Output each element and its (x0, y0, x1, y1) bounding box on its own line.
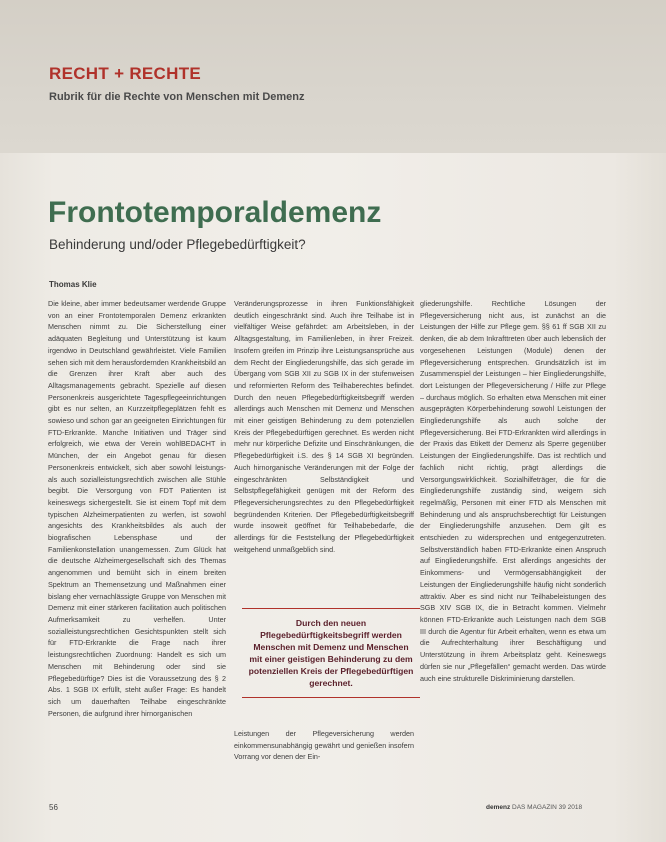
article-subtitle: Behinderung und/oder Pflegebedürftigkeit? (49, 237, 306, 252)
magazine-name: demenz (486, 804, 511, 811)
header-band (0, 0, 666, 153)
pull-quote: Durch den neuen Pflegebedürftigkeitsbegriff werden Menschen mit Demenz und Menschen mit einer geistigen Behinderung zu dem potenziellen Kreis der Pflegebedürftigen gerechnet. (242, 608, 420, 698)
article-title: Frontotemporaldemenz (48, 196, 382, 229)
body-column-2: Veränderungsprozesse in ihren Funktionsfähigkeit deutlich eingeschränkt sind. Auch ihre Teilhabe ist in vielfältiger Weise gefährdet: am Arbeitsleben, in der Alltagsgestaltung, im Familienleben, in ihrer Freizeit. Insofern greifen im Prinzip ihre Leistungsansprüche aus dem Recht der Eingliederungshilfe, das sich gerade im Übergang vom SGB XII zu SGB IX in der stufenweisen und reformierten Reform des Teilhaberechtes befindet. Durch den neuen Pflegebedürftigkeitsbegriff werden allerdings auch Menschen mit Demenz und Menschen mit einer geistigen Behinderung zu dem potenziellen Kreis der Pflegebedürftigen gerechnet. Es werden nicht mehr nur körperliche Defizite und Einschränkungen, die Pflegebedürftigkeit i.S. des § 14 SGB XI begründen. Auch hirnorganische Veränderungen mit der Folge der eingeschränkten Selbständigkeit und Selbstpflegefähigkeit genügen mit der Reform des Pflegeversicherungsrechtes zu den Pflegebedürftigkeit begründenden Kriterien. Der Pflegebedürftigkeitsbegriff wurde insoweit geöffnet für Teilhabebedarfe, die allerdings für die Feststellung der Pflegebedürftigkeit weitgehend unmaßgeblich sind. (234, 299, 414, 554)
body-column-1: Die kleine, aber immer bedeutsamer werdende Gruppe von an einer Frontotemporalen Demenz erkrankten Menschen nimmt zu. Die Sicherstellung einer adäquaten Begleitung und Unterstützung ist kaum irgendwo in Deutschland gewährleistet. Viele Familien sehen sich mit dem herausfordernden Krankheitsbild an die Grenzen ihrer Kraft aber auch des Alltagsmanagements gebracht. Spezielle auf diesen Personenkreis ausgerichtete Tagespflegeeinrichtungen gibt es nur selten, an Kurzzeitpflegeplätzen fehlt es sowieso und schon gar an geeigneten Einrichtungen für FTD-Erkrankte. Manche Initiativen und Träger sind erfolgreich, wie etwa der Verein wohlBEDACHT in München, der ein Angebot genau für diesen Personenkreis entwickelt, sich aber sowohl leistungs- als auch sozialleistungsrechtlich zwischen alle Stühle begibt. Die Versorgung von FDT Patienten ist keineswegs sichergestellt. Sie ist einem Topf mit dem typischen Alzheimerpatienten zu werfen, ist sowohl angesichts des Krankheitsbildes als auch der biografischen Lebensphase und der Familienkonstellation unangemessen. Zum Glück hat die deutsche Alzheimergesellschaft sich des Themas angenommen und bemüht sich in einem breiten Spektrum an Themensetzung und Maßnahmen einer bislang eher vernachlässigte Gruppe von Menschen mit Demenz mit einer stärkeren facilitation auch politischen Aufmerksamkeit zu verhelfen. Unter sozialleistungsrechtlichen Gesichtspunkten stellt sich für FTD-Erkrankte die Frage nach ihrer leistungsrechtlichen Zuordnung: Handelt es sich um Menschen mit Behinderung oder sind sie Pflegebedürftige? Dies ist die Voraussetzung des § 2 Abs. 1 SGB IX erfüllt, steht außer Frage: Es handelt sich um dauerhaften Teilhabe eingeschränkte Personen, die aufgrund ihrer hirnorganischen (48, 299, 226, 718)
body-column-3: gliederungshilfe. Rechtliche Lösungen der Pflegeversicherung nicht aus, ist zunächst an die Leistungen der Hilfe zur Pflege gem. §§ 61 ff SGB XII zu denken, die ab dem Inkrafttreten über auch lebenslich der vorgesehenen Leistungen (Module) denen der Pflegeversicherung entsprechen. Grundsätzlich ist im Zusammenspiel der Leistungen – hier Eingliederungshilfe, dort Leistungen der Pflegeversicherung / Hilfe zur Pflege – durchaus möglich. So erhalten etwa Menschen mit einer ausgeprägten Körperbehinderung sowohl Leistungen der Eingliederungshilfe als auch solche der Pflegeversicherung. Bei FTD-Erkrankten wird allerdings in der Praxis das Etikett der Demenz als Sperre gegenüber Leistungen der Eingliederungshilfe. Das ist rechtlich und fachlich nicht richtig, prägt allerdings die Versorgungswirklichkeit. Sozialhilfeträger, die für die Eingliederungshilfe zuständig sind, weigern sich regelmäßig, Personen mit einer FTD als Menschen mit Behinderung und als anspruchsberechtigt für Leistungen der Eingliederungshilfe anzusehen. Dem gilt es entschieden zu widersprechen und entgegenzutreten. Selbstverständlich haben FTD-Erkrankte einen Anspruch auf Eingliederungshilfe. Erst allerdings angesichts der Einkommens- und Vermögensabhängigkeit der Leistungen der Eingliederungshilfe häufig nicht sonderlich attraktiv. Aber es sind nicht nur Teilhabeleistungen des SGB XIV SGB IX, die in Betracht kommen. Vielmehr können FTD-Erkrankte auch Leistungen nach dem SGB III durch die Agentur für Arbeit erhalten, wenn es etwa um die Aufrechterhaltung ihrer Beschäftigung und Unterstützung in ihrem Arbeitsplatz geht. Keineswegs dürfen sie nur „Pflegefällen“ gemacht werden. Das würde auch eine strukturelle Diskriminierung darstellen. (420, 299, 606, 683)
rubric-subtitle: Rubrik für die Rechte von Menschen mit Demenz (49, 91, 305, 103)
rubric-title: RECHT + RECHTE (49, 64, 202, 83)
body-column-2-continued: Leistungen der Pflegeversicherung werden einkommensunabhängig gewährt und genießen insofern Vorrang vor denen der Ein- (234, 729, 414, 762)
magazine-issue: DAS MAGAZIN 39 2018 (512, 804, 583, 811)
magazine-footer (486, 804, 582, 811)
page-number: 56 (49, 803, 58, 812)
author-name: Thomas Klie (49, 280, 97, 289)
